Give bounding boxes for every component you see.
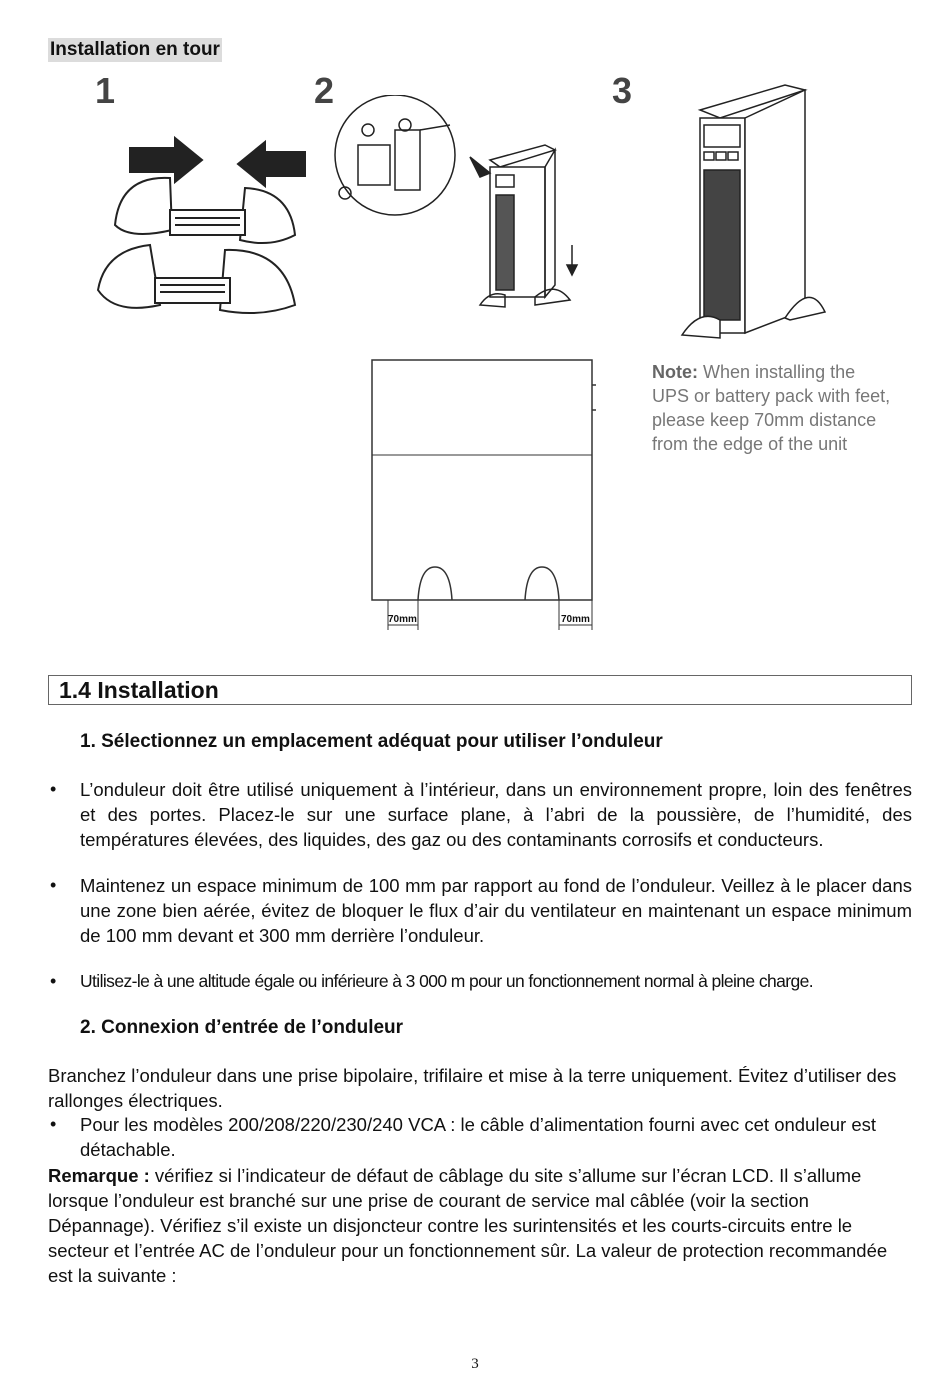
note-line-2: UPS or battery pack with feet, xyxy=(652,386,891,406)
side-view-diagram xyxy=(360,355,605,635)
bullet-altitude: Utilisez-le à une altitude égale ou inférieure à 3 000 m pour un fonctionnement normal à pleine charge. xyxy=(80,971,813,991)
dimension-left: 70mm xyxy=(388,614,417,625)
section-title: 1.4 Installation xyxy=(59,677,219,703)
installation-note xyxy=(652,360,922,456)
bullet-dot: • xyxy=(50,875,57,895)
ups-panel-illustration xyxy=(330,95,585,320)
paragraph-outlet: Branchez l’onduleur dans une prise bipolaire, trifilaire et mise à la terre uniquement. Évitez d’utiliser des rallonges électriques. xyxy=(48,1065,897,1111)
remark-label: Remarque : xyxy=(48,1165,150,1186)
note-line-4: from the edge of the unit xyxy=(652,434,848,454)
page-number: 3 xyxy=(471,1356,479,1372)
step-number-1: 1 xyxy=(95,70,116,111)
note-line-1: When installing the xyxy=(703,362,856,382)
step-number-3: 3 xyxy=(612,70,633,111)
feet-assembly-illustration xyxy=(90,130,310,330)
bullet-dot: • xyxy=(50,779,57,799)
remark-paragraph xyxy=(48,1163,914,1288)
ups-tower-illustration xyxy=(680,80,830,340)
note-line-3: please keep 70mm distance xyxy=(652,410,877,430)
step-number-2: 2 xyxy=(314,70,335,111)
bullet-dot: • xyxy=(50,1114,57,1134)
dimension-right: 70mm xyxy=(561,614,590,625)
bullet-indoor-use: L’onduleur doit être utilisé uniquement à l’intérieur, dans un environnement propre, loin des fenêtres et des portes. Placez-le sur une surface plane, à l’abri de la poussière, de l’humidité, des températures élevées, des liquides, des gaz ou des contaminants corrosifs et conducteurs. xyxy=(80,779,912,850)
section-header-box xyxy=(48,675,912,705)
heading-tower-installation: Installation en tour xyxy=(50,39,220,60)
bullet-clearance: Maintenez un espace minimum de 100 mm par rapport au fond de l’onduleur. Veillez à le placer dans une zone bien aérée, évitez de bloquer le flux d’air du ventilateur en maintenant un espace minimum de 100 mm devant et 300 mm derrière l’onduleur. xyxy=(80,875,912,946)
subheading-input-connection: 2. Connexion d’entrée de l’onduleur xyxy=(80,1017,404,1038)
bullet-dot: • xyxy=(50,971,57,991)
bullet-models: Pour les modèles 200/208/220/230/240 VCA : le câble d’alimentation fourni avec cet onduleur est détachable. xyxy=(80,1114,877,1160)
note-label: Note: xyxy=(652,362,698,382)
subheading-location: 1. Sélectionnez un emplacement adéquat pour utiliser l’onduleur xyxy=(80,731,663,752)
remark-text: vérifiez si l’indicateur de défaut de câblage du site s’allume sur l’écran LCD. Il s’allume lorsque l’onduleur est branché sur une prise de courant de service mal câblée (voir la section Dépannage). Vérifiez s’il existe un disjoncteur contre les surintensités et les courts-circuits entre le secteur et l’entrée AC de l’onduleur pour un fonctionnement sûr. La valeur de protection recommandée est la suivante : xyxy=(48,1165,888,1286)
